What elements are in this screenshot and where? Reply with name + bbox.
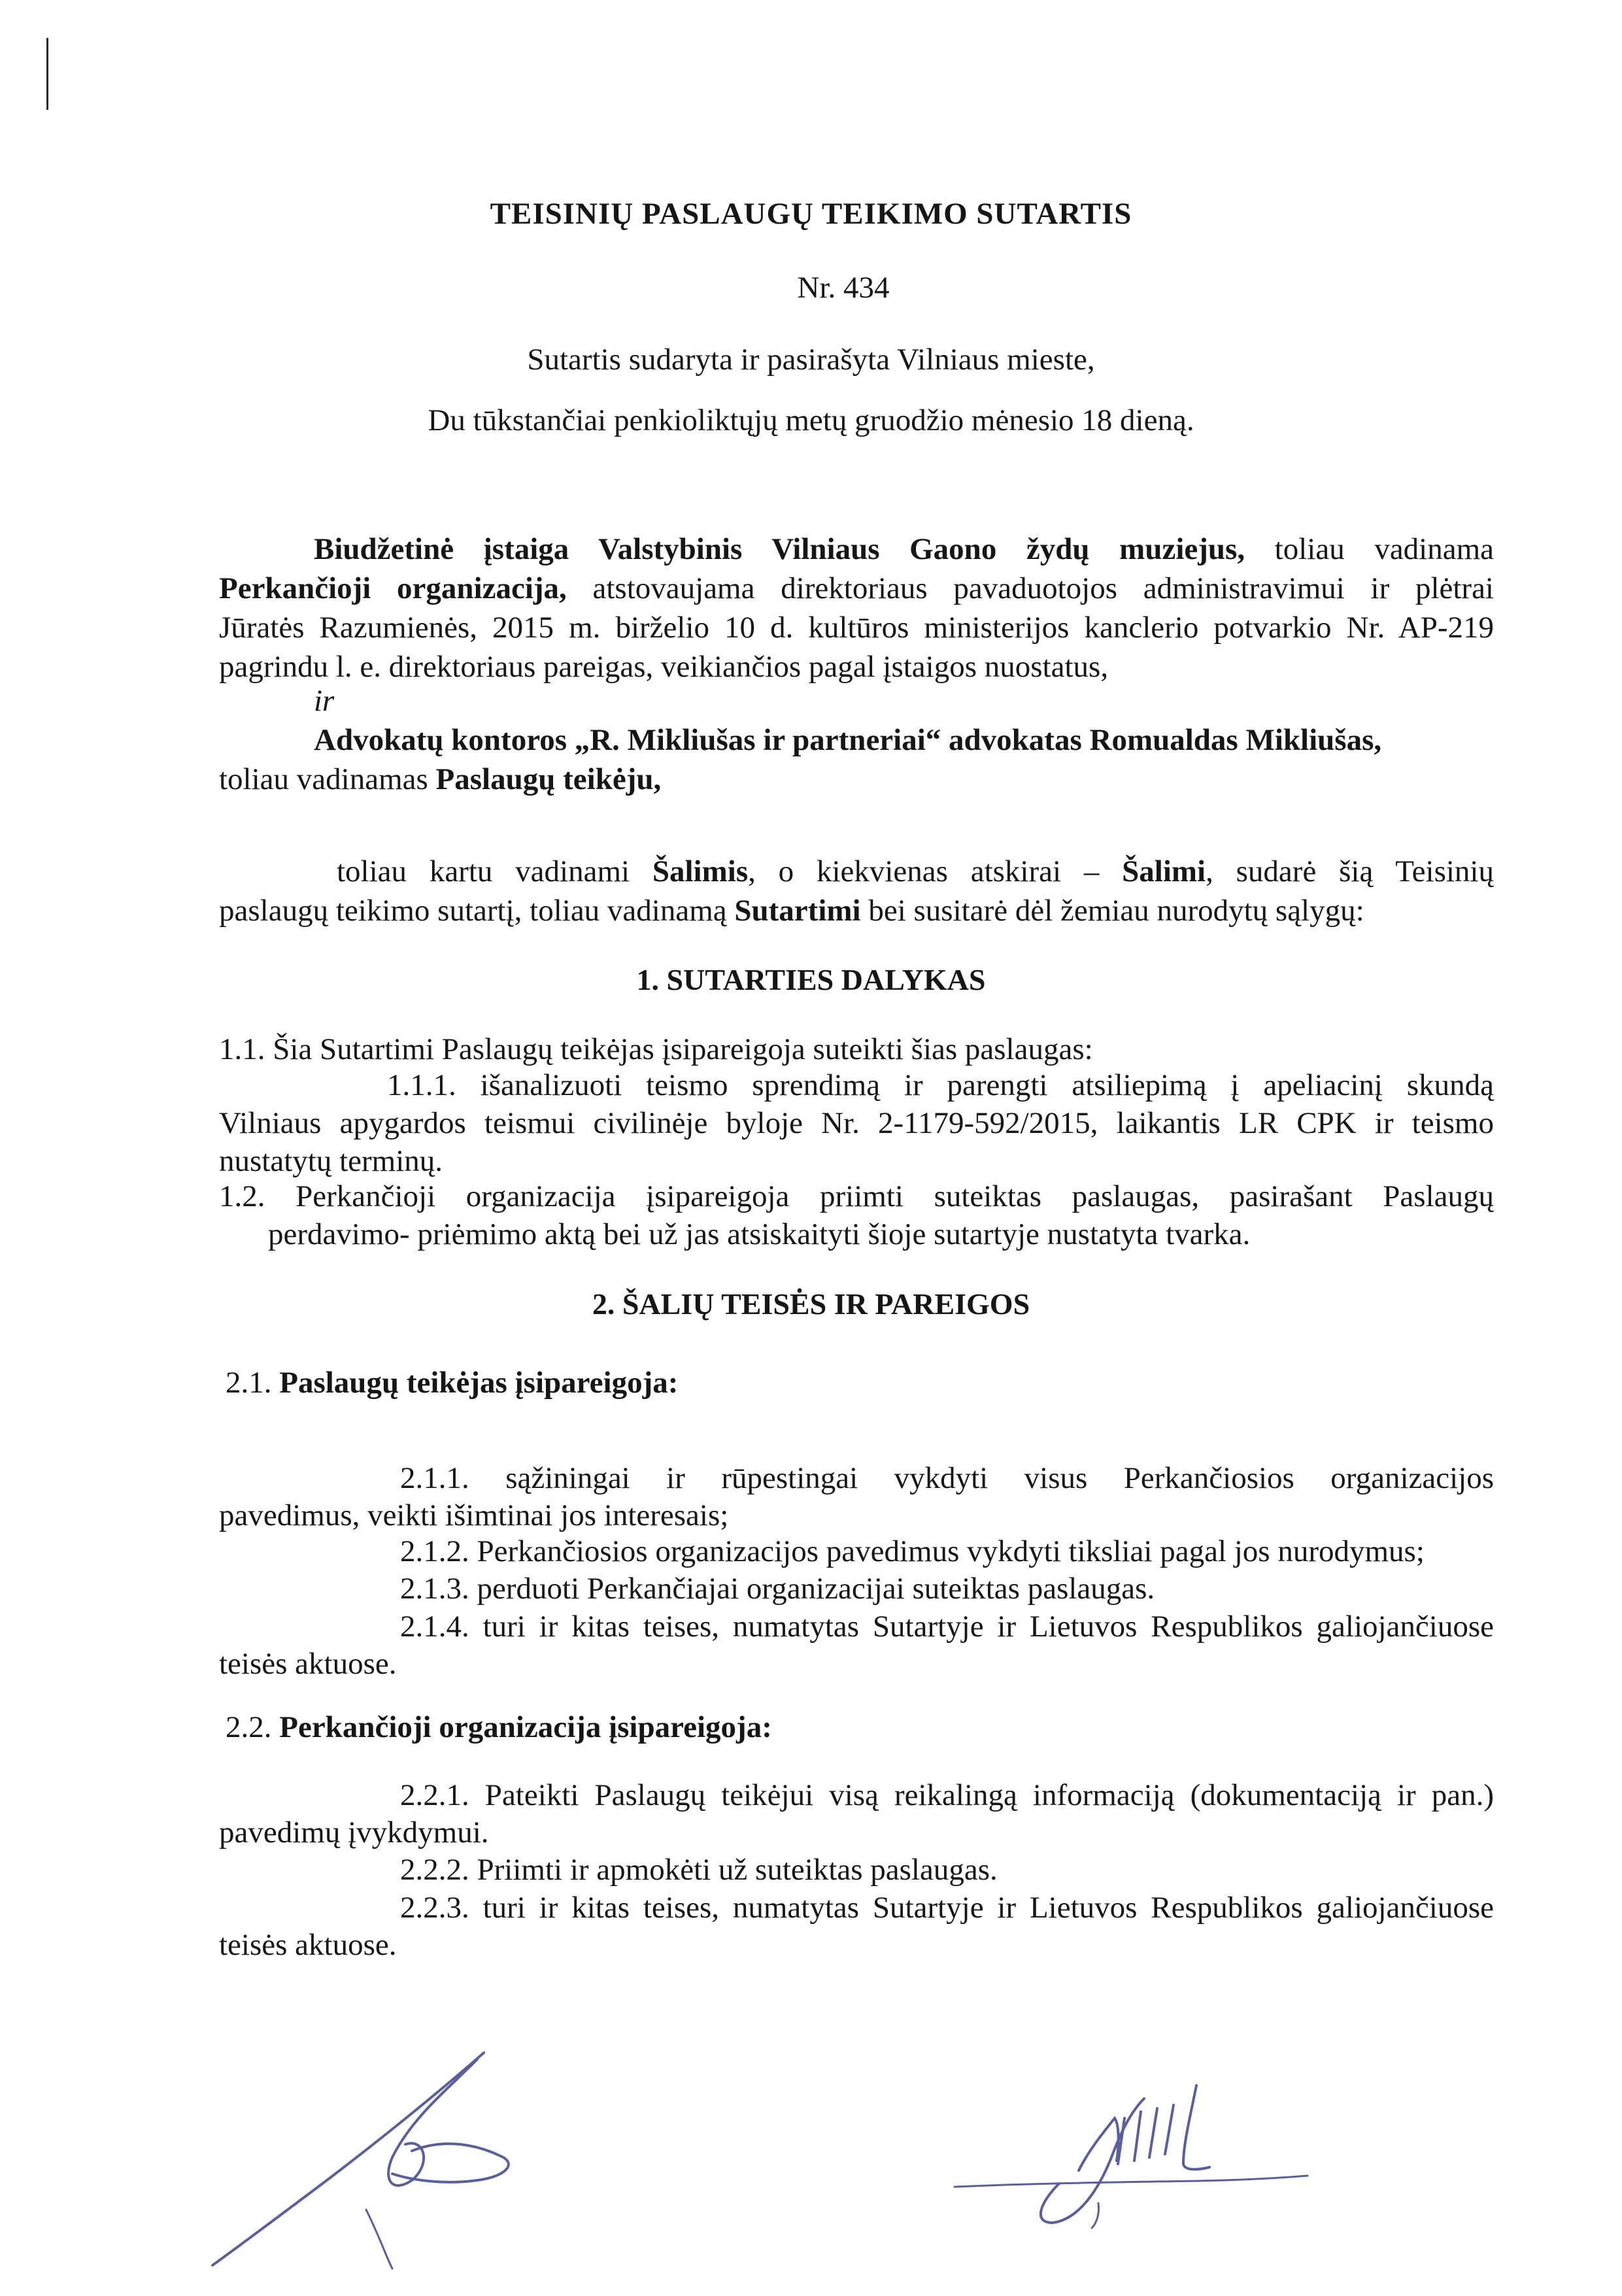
section2-heading: 2. ŠALIŲ TEISĖS IR PAREIGOS — [592, 1287, 1030, 1321]
parties-together-line1: toliau kartu vadinami Šalimis, o kiekvienas atskirai – Šalimi, sudarė šią Teisinių — [337, 854, 1494, 888]
place-line: Sutartis sudaryta ir pasirašyta Vilniaus mieste, — [527, 343, 1095, 377]
contract-number: Nr. 434 — [797, 271, 890, 305]
clause-2-1-1-line2: pavedimus, veikti išimtinai jos interesais; — [219, 1498, 729, 1532]
clause-2-1: 2.1. Paslaugų teikėjas įsipareigoja: — [226, 1366, 679, 1400]
clause-1-1: 1.1. Šia Sutartimi Paslaugų teikėjas įsipareigoja suteikti šias paslaugas: — [219, 1032, 1093, 1066]
clause-2-1-1-line1: 2.1.1. sąžiningai ir rūpestingai vykdyti visus Perkančiosios organizacijos — [400, 1461, 1494, 1495]
clause-2-1-3: 2.1.3. perduoti Perkančiajai organizacijai suteiktas paslaugas. — [400, 1572, 1155, 1606]
clause-2-2-3-line1: 2.2.3. turi ir kitas teises, numatytas Sutartyje ir Lietuvos Respublikos galiojančiuose — [400, 1891, 1494, 1925]
party1-line1: Biudžetinė įstaiga Valstybinis Vilniaus Gaono žydų muziejus, toliau vadinama — [314, 532, 1495, 566]
date-line: Du tūkstančiai penkioliktųjų metų gruodžio mėnesio 18 dieną. — [428, 403, 1194, 437]
clause-2-1-4-line2: teisės aktuose. — [219, 1647, 397, 1681]
clause-1-2-line2: perdavimo- priėmimo aktą bei už jas atsiskaityti šioje sutartyje nustatyta tvarka. — [268, 1217, 1251, 1251]
party1-line2: Perkančioji organizacija, atstovaujama direktoriaus pavaduotojos administravimui ir plėtrai — [219, 571, 1494, 605]
party2-line2: toliau vadinamas Paslaugų teikėju, — [219, 762, 662, 796]
clause-1-1-1-line2: Vilniaus apygardos teismui civilinėje byloje Nr. 2-1179-592/2015, laikantis LR CPK ir teismo — [219, 1106, 1494, 1140]
parties-together-line2: paslaugų teikimo sutartį, toliau vadinamą Sutartimi bei susitarė dėl žemiau nurodytų sąlygų: — [219, 894, 1364, 928]
party1-line3: Jūratės Razumienės, 2015 m. birželio 10 d. kultūros ministerijos kanclerio potvarkio Nr. AP-219 — [219, 611, 1494, 645]
clause-2-2-3-line2: teisės aktuose. — [219, 1928, 397, 1962]
party1-line4: pagrindu l. e. direktoriaus pareigas, veikiančios pagal įstaigos nuostatus, — [219, 650, 1109, 684]
section1-heading: 1. SUTARTIES DALYKAS — [636, 963, 986, 996]
scan-mark — [46, 38, 48, 110]
document-title: TEISINIŲ PASLAUGŲ TEIKIMO SUTARTIS — [490, 197, 1132, 231]
clause-1-1-1-line1: 1.1.1. išanalizuoti teismo sprendimą ir parengti atsiliepimą į apeliacinį skundą — [387, 1068, 1494, 1102]
clause-2-2-1-line1: 2.2.1. Pateikti Paslaugų teikėjui visą reikalingą informaciją (dokumentaciją ir pan.) — [400, 1778, 1494, 1812]
clause-2-2-2: 2.2.2. Priimti ir apmokėti už suteiktas paslaugas. — [400, 1853, 998, 1887]
clause-2-1-2: 2.1.2. Perkančiosios organizacijos pavedimus vykdyti tiksliai pagal jos nurodymus; — [400, 1534, 1425, 1568]
clause-2-2: 2.2. Perkančioji organizacija įsipareigoja: — [226, 1710, 772, 1744]
clause-1-1-1-line3: nustatytų terminų. — [219, 1144, 443, 1178]
signature-left — [196, 2040, 536, 2275]
signature-right — [948, 2072, 1314, 2236]
clause-1-2-line1: 1.2. Perkančioji organizacija įsipareigoja priimti suteiktas paslaugas, pasirašant Paslaugų — [219, 1179, 1494, 1213]
conjunction-ir: ir — [314, 684, 335, 718]
party2-line1: Advokatų kontoros „R. Mikliušas ir partneriai“ advokatas Romualdas Mikliušas, — [314, 723, 1382, 757]
clause-2-2-1-line2: pavedimų įvykdymui. — [219, 1815, 489, 1849]
clause-2-1-4-line1: 2.1.4. turi ir kitas teises, numatytas Sutartyje ir Lietuvos Respublikos galiojančiuose — [400, 1610, 1494, 1644]
